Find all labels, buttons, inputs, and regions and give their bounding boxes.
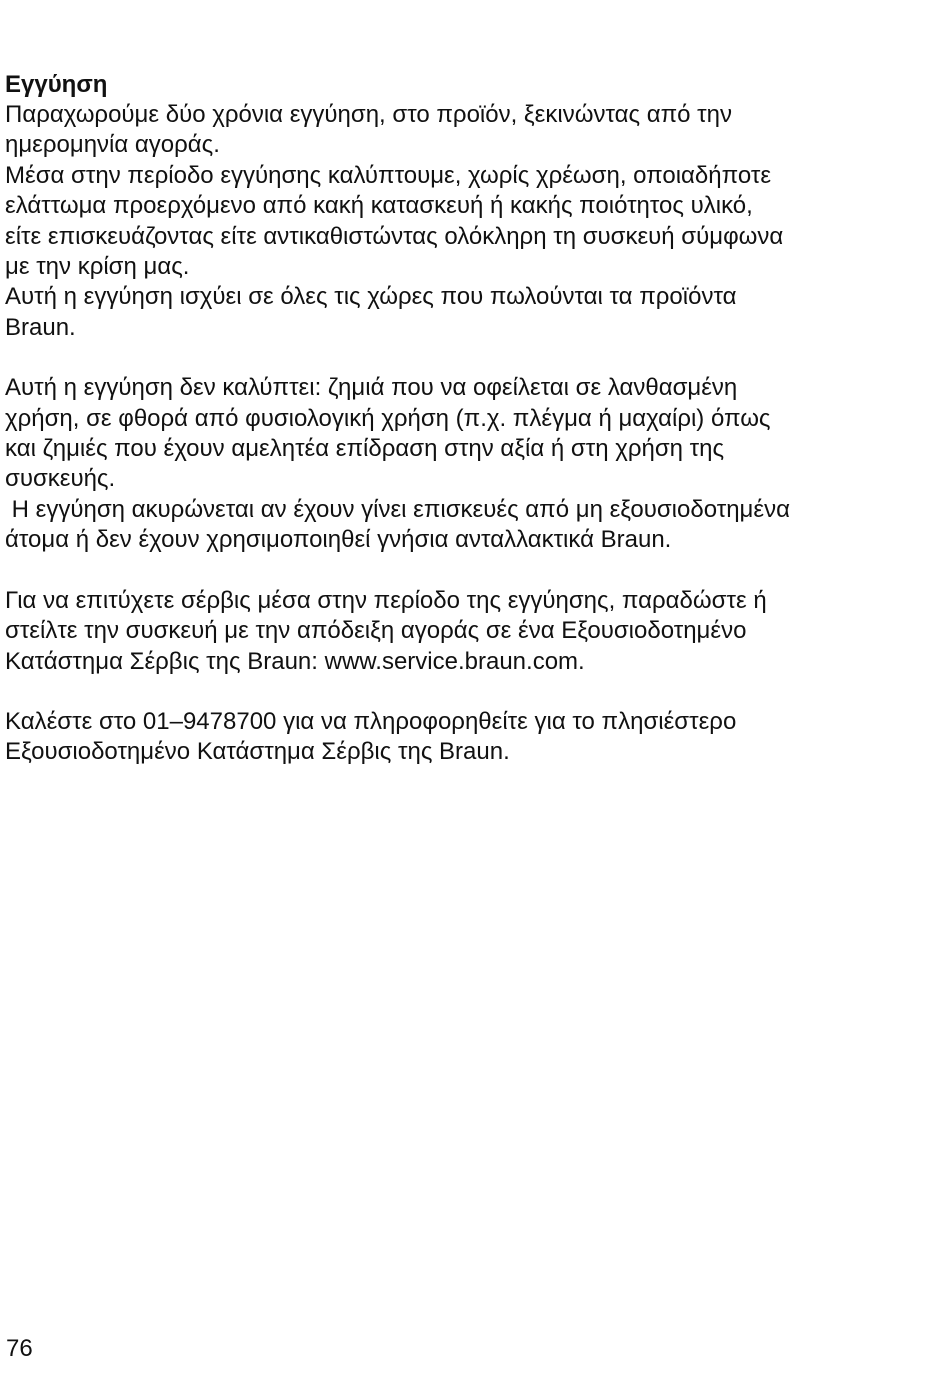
document-page	[5, 70, 940, 768]
text-line: Μέσα στην περίοδο εγγύησης καλύπτουμε, χωρίς χρέωση, οποιαδήποτε	[5, 161, 772, 189]
page-number: 76	[6, 1335, 33, 1362]
paragraph-gap	[5, 556, 940, 586]
text-line: Braun.	[5, 313, 76, 341]
text-line: Κατάστημα Σέρβις της Braun: www.service.braun.com.	[5, 647, 585, 675]
text-line: Για να επιτύχετε σέρβις μέσα στην περίοδο της εγγύησης, παραδώστε ή	[5, 586, 767, 614]
text-line: ελάττωμα προερχόμενο από κακή κατασκευή ή κακής ποιότητος υλικό,	[5, 192, 753, 220]
text-line: είτε επισκευάζοντας είτε αντικαθιστώντας ολόκληρη τη συσκευή σύμφωνα	[5, 222, 784, 250]
text-line: Καλέστε στο 01–9478700 για να πληροφορηθείτε για το πλησιέστερο	[5, 707, 737, 735]
text-line: χρήση, σε φθορά από φυσιολογική χρήση (π.χ. πλέγμα ή μαχαίρι) όπως	[5, 404, 771, 432]
text-line: άτομα ή δεν έχουν χρησιμοποιηθεί γνήσια ανταλλακτικά Braun.	[5, 526, 672, 554]
text-line: και ζημιές που έχουν αμελητέα επίδραση στην αξία ή στη χρήση της	[5, 435, 725, 463]
text-line: Παραχωρούμε δύο χρόνια εγγύηση, στο προϊόν, ξεκινώντας από την	[5, 101, 732, 128]
text-line: Αυτή η εγγύηση δεν καλύπτει: ζημιά που να οφείλεται σε λανθασμένη	[5, 374, 738, 402]
text-line: Εξουσιοδοτημένο Κατάστημα Σέρβις της Braun.	[5, 738, 510, 766]
paragraph-gap	[5, 343, 940, 373]
text-line: στείλτε την συσκευή με την απόδειξη αγοράς σε ένα Εξουσιοδοτημένο	[5, 617, 747, 645]
section-title: Εγγύηση	[5, 71, 108, 98]
text-line: με την κρίση μας.	[5, 253, 190, 281]
contact-paragraph	[5, 707, 940, 768]
text-line: Η εγγύηση ακυρώνεται αν έχουν γίνει επισκευές από μη εξουσιοδοτημένα	[5, 495, 790, 523]
exclusions-paragraph	[5, 373, 940, 555]
text-line: συσκευής.	[5, 465, 116, 493]
text-line: Αυτή η εγγύηση ισχύει σε όλες τις χώρες που πωλούνται τα προϊόντα	[5, 283, 737, 311]
paragraph-gap	[5, 677, 940, 707]
text-line: ημερομηνία αγοράς.	[5, 131, 220, 159]
service-paragraph	[5, 586, 940, 677]
intro-paragraph	[5, 100, 940, 343]
